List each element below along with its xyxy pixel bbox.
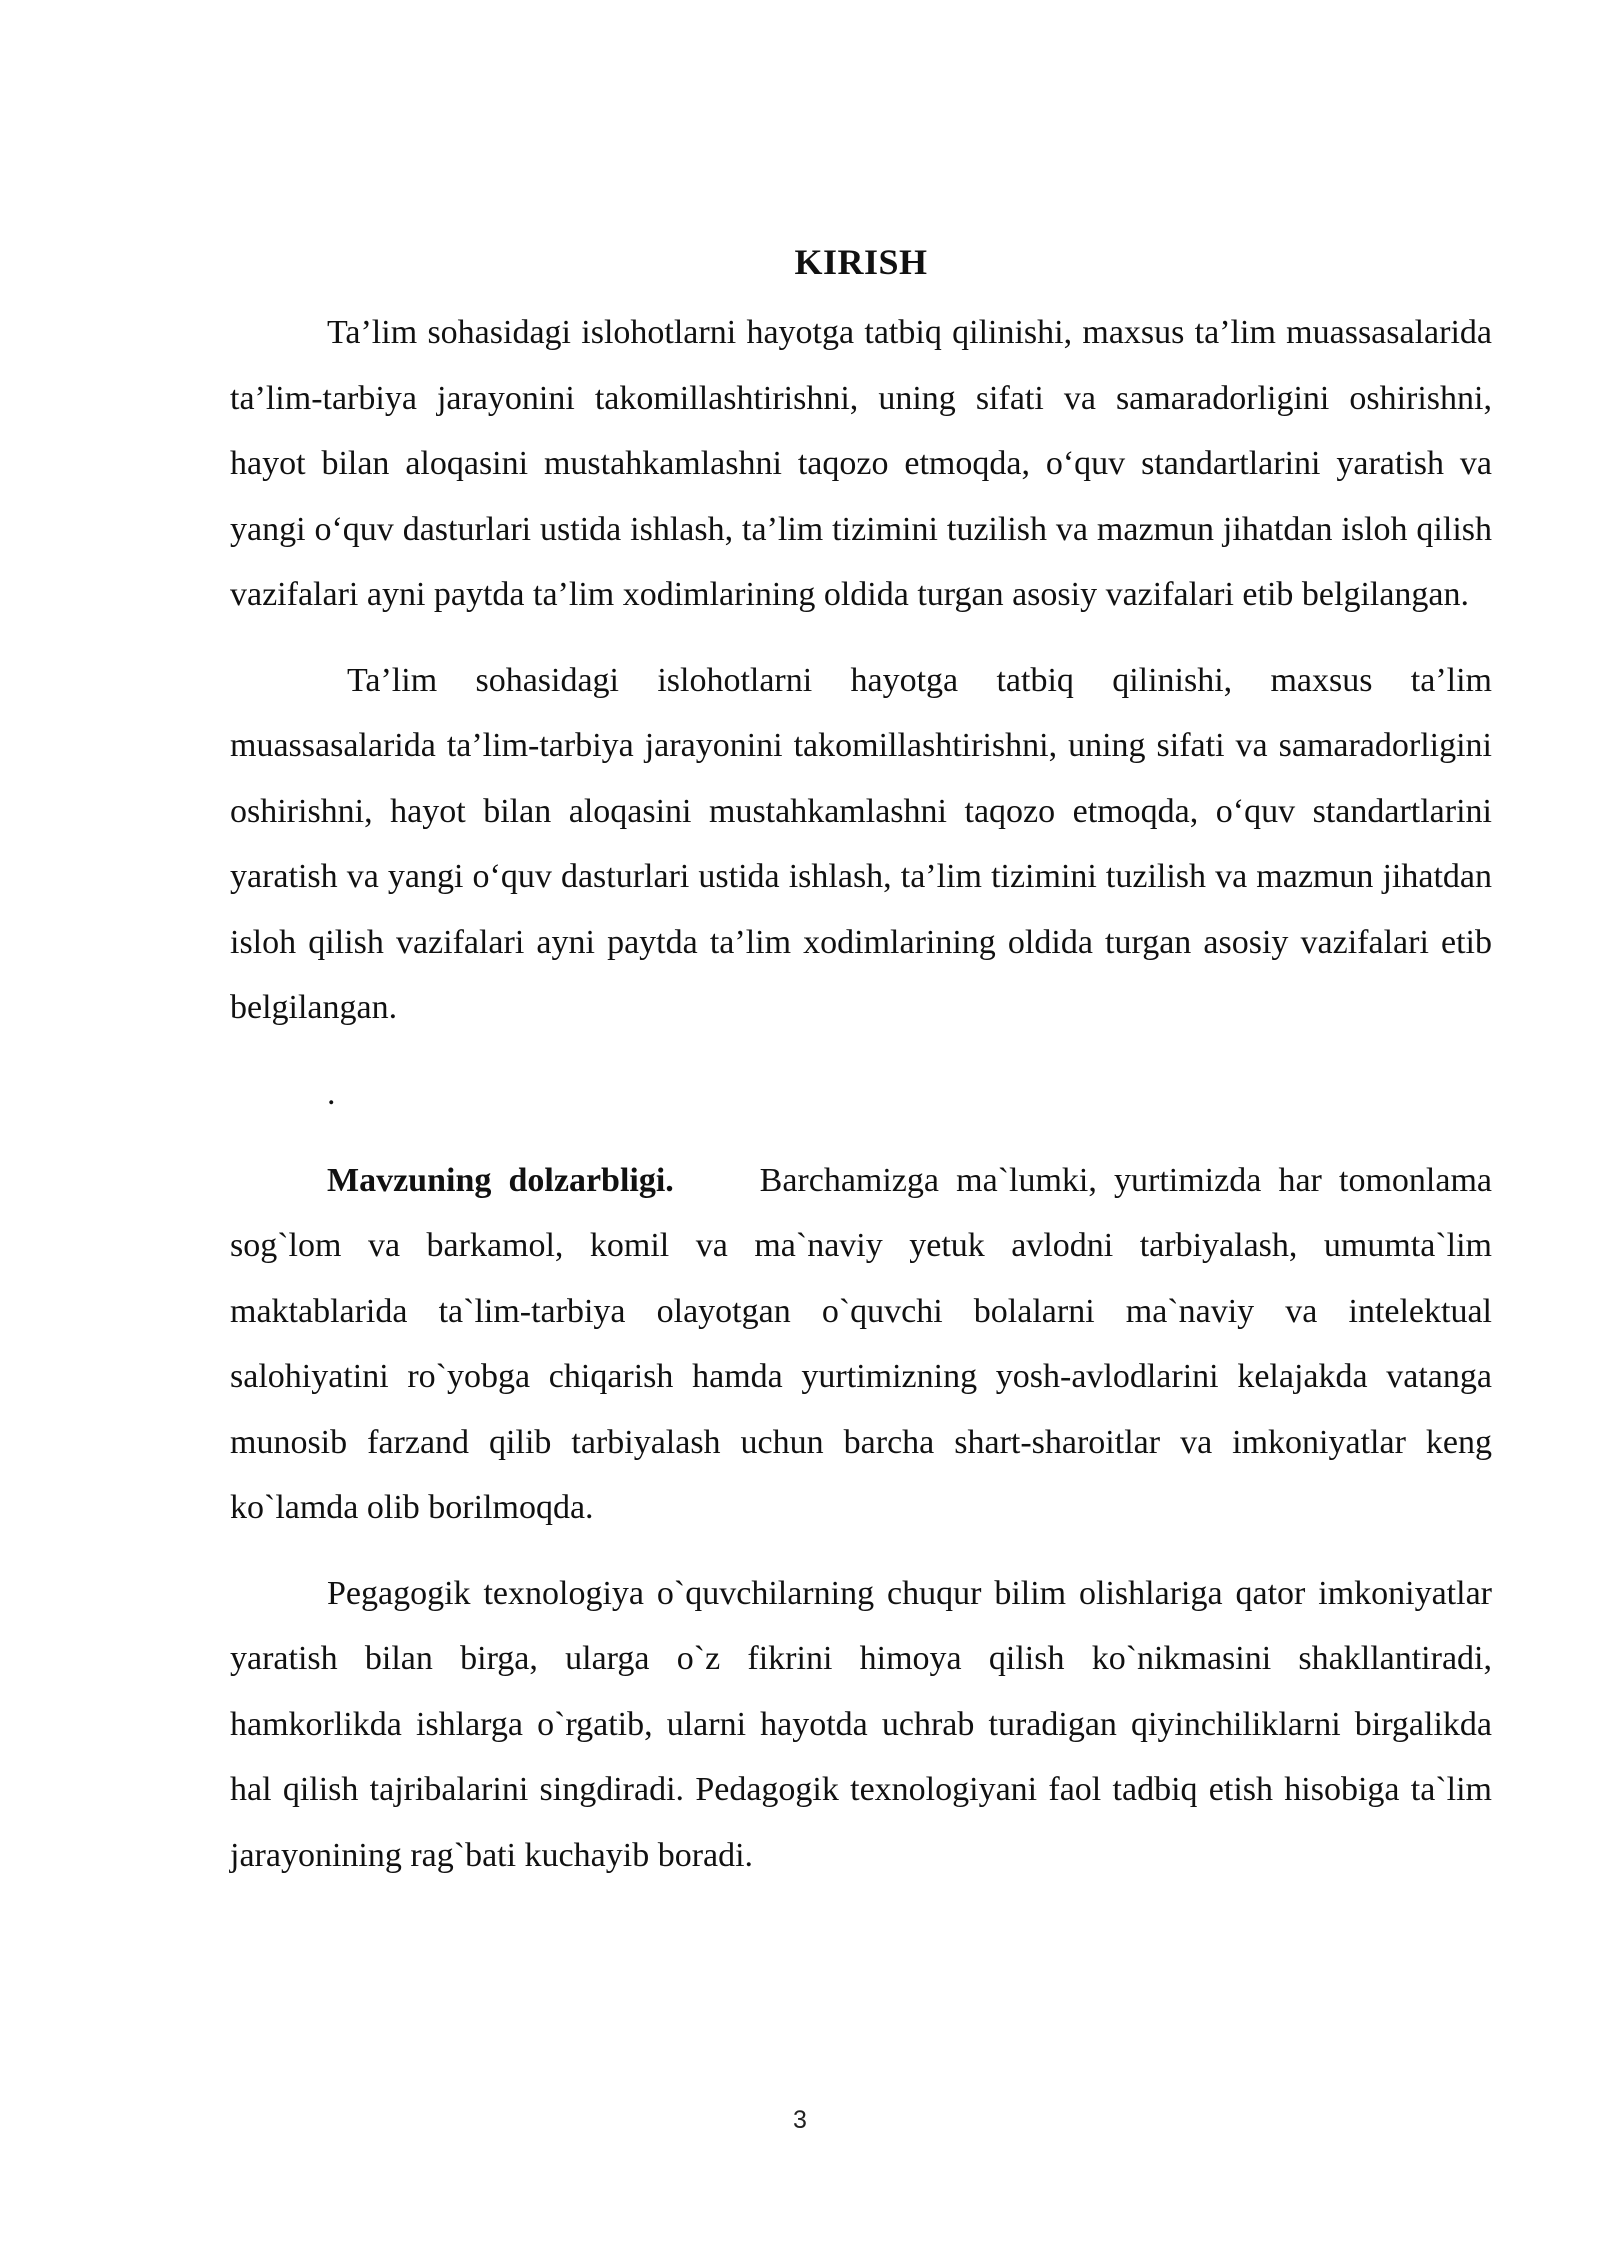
paragraph-relevance xyxy=(230,1148,1492,1541)
stray-dot: . xyxy=(327,1074,336,1112)
page-number: 3 xyxy=(793,2106,807,2134)
relevance-heading: Mavzuning dolzarbligi. xyxy=(327,1161,674,1199)
paragraph-intro-2: Ta’lim sohasidagi islohotlarni hayotga tatbiq qilinishi, maxsus ta’lim muassasalarida ta’lim-tarbiya jarayonini takomillashtirishni, uning sifati va samaradorligini oshirishni, hayot bilan aloqasini mustahkamlashni taqozo etmoqda, o‘quv standartlarini yaratish va yangi o‘quv dasturlari ustida ishlash, ta’lim tizimini tuzilish va mazmun jihatdan isloh qilish vazifalari ayni paytda ta’lim xodimlarining oldida turgan asosiy vazifalari etib belgilangan. xyxy=(230,661,1492,1026)
paragraph-intro-1: Ta’lim sohasidagi islohotlarni hayotga tatbiq qilinishi, maxsus ta’lim muassasalarida ta’lim-tarbiya jarayonini takomillashtirishni, uning sifati va samaradorligini oshirishni, hayot bilan aloqasini mustahkamlashni taqozo etmoqda, o‘quv standartlarini yaratish va yangi o‘quv dasturlari ustida ishlash, ta’lim tizimini tuzilish va mazmun jihatdan isloh qilish vazifalari ayni paytda ta’lim xodimlarining oldida turgan asosiy vazifalari etib belgilangan. xyxy=(230,314,1492,613)
section-title: KIRISH xyxy=(794,242,928,282)
page-body xyxy=(230,232,1492,1908)
relevance-text: Barchamizga ma`lumki, yurtimizda har tomonlama sog`lom va barkamol, komil va ma`naviy yetuk avlodni tarbiyalash, umumta`lim maktablarida ta`lim-tarbiya olayotgan o`quvchi bolalarni ma`naviy va intelektual salohiyatini ro`yobga chiqarish hamda yurtimizning yosh-avlodlarini kelajakda vatanga munosib farzand qilib tarbiyalash uchun barcha shart-sharoitlar va imkoniyatlar keng ko`lamda olib borilmoqda. xyxy=(230,1161,1493,1526)
paragraph-closing: Pegagogik texnologiya o`quvchilarning chuqur bilim olishlariga qator imkoniyatlar yaratish bilan birga, ularga o`z fikrini himoya qilish ko`nikmasini shakllantiradi, hamkorlikda ishlarga o`rgatib, ularni hayotda uchrab turadigan qiyinchiliklarni birgalikda hal qilish tajribalarini singdiradi. Pedagogik texnologiyani faol tadbiq etish hisobiga ta`lim jarayonining rag`bati kuchayib boradi. xyxy=(230,1574,1492,1874)
